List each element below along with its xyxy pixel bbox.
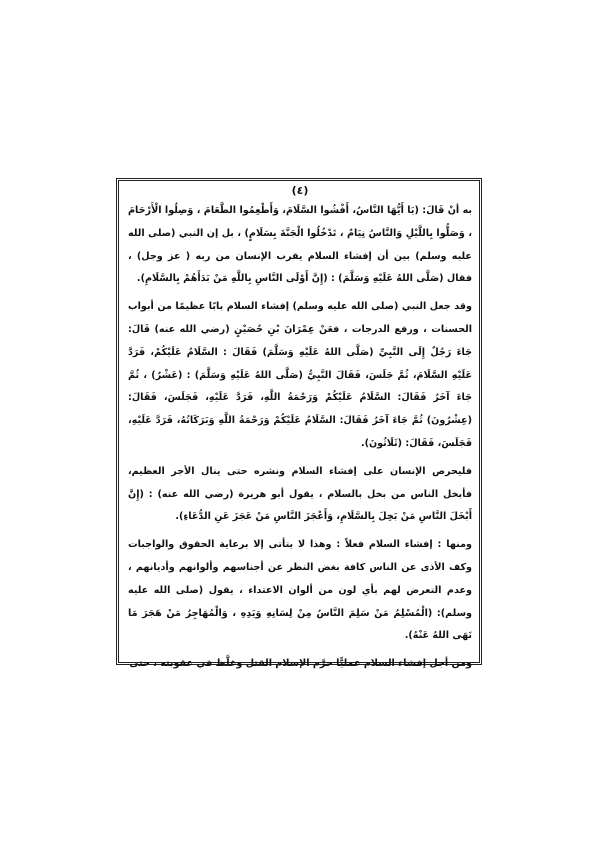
paragraph-2: وقد جعل النبي (صلى الله عليه وسلم) إفشاء السلام بابًا عظيمًا من أبواب الحسنات ، ورفع الدرجات ، فعَنْ عِمْرَانَ بْنِ حُصَيْنٍ (رضي الله عنه) قَالَ: جَاءَ رَجُلٌ إِلَى النَّبِيِّ (صَلَّى اللهُ عَلَيْهِ وَسَلَّمَ) فَقَالَ : السَّلَامُ عَلَيْكُمْ، فَرَدَّ عَلَيْهِ السَّلَامَ، ثُمَّ جَلَسَ، فَقَالَ النَّبِيُّ (صَلَّى اللهُ عَلَيْهِ وَسَلَّمَ) : (عَشْرٌ) ، ثُمَّ جَاءَ آخَرُ فَقَالَ: السَّلَامُ عَلَيْكُمْ وَرَحْمَةُ اللَّهِ، فَرَدَّ عَلَيْهِ، فَجَلَسَ، فَقَالَ: (عِشْرُونَ) ثُمَّ جَاءَ آخَرُ فَقَالَ: السَّلَامُ عَلَيْكُمْ وَرَحْمَةُ اللَّهِ وَبَرَكَاتُهُ، فَرَدَّ عَلَيْهِ، فَجَلَسَ، فَقَالَ: (ثَلَاثُونَ). [128, 301, 472, 449]
page-content [128, 184, 472, 670]
paragraph-1: به أنْ قَالَ: (يَا أَيُّهَا النَّاسُ، أَفْشُوا السَّلَامَ، وَأَطْعِمُوا الطَّعَامَ ، وَصِلُوا الْأَرْحَامَ ، وَصَلُّوا بِاللَّيْلِ وَالنَّاسُ نِيَامٌ ، تَدْخُلُوا الْجَنَّةَ بِسَلَامٍ) ، بل إن النبي (صلى الله عليه وسلم) بين أن إفشاء السلام يقرب الإنسان من ربه ( عز وجل) ، فقال (صَلَّى اللهُ عَلَيْهِ وَسَلَّمَ) : (إِنَّ أَوْلَى النَّاسِ بِاللَّهِ مَنْ بَدَأَهُمْ بِالسَّلَامِ). [128, 205, 472, 285]
paragraph-4: ومنها : إفشاء السلام فعلاً : وهذا لا يتأتى إلا برعاية الحقوق والواجبات وكف الأذى عن الناس كافة بغض النظر عن أجناسهم وألوانهم وأديانهم ، وعدم التعرض لهم بأي لون من ألوان الاعتداء ، يقول (صلى الله عليه وسلم): (الْمُسْلِمُ مَنْ سَلِمَ النَّاسُ مِنْ لِسَانِهِ وَيَدِهِ ، وَالْمُهَاجِرُ مَنْ هَجَرَ مَا نَهَى اللهُ عَنْهُ). [128, 539, 472, 642]
paragraph-3: فليحرص الإنسان على إفشاء السلام ونشره حتى ينال الأجر العظيم، فأبخل الناس من بخل بالسلام ، يقول أبو هريرة (رضي الله عنه) : (إِنَّ أَبْخَلَ النَّاسِ مَنْ بَخِلَ بِالسَّلَامِ، وَأَعْجَزَ النَّاسِ مَنْ عَجَزَ عَنِ الدُّعَاءِ). [128, 465, 472, 523]
page-number: (٤) [291, 184, 309, 197]
paragraph-5: ومن أجل إفشاء السلام عمليًّا حرَّم الإسلام القتل وغلَّظ في عقوبته ، حتى [129, 658, 472, 670]
